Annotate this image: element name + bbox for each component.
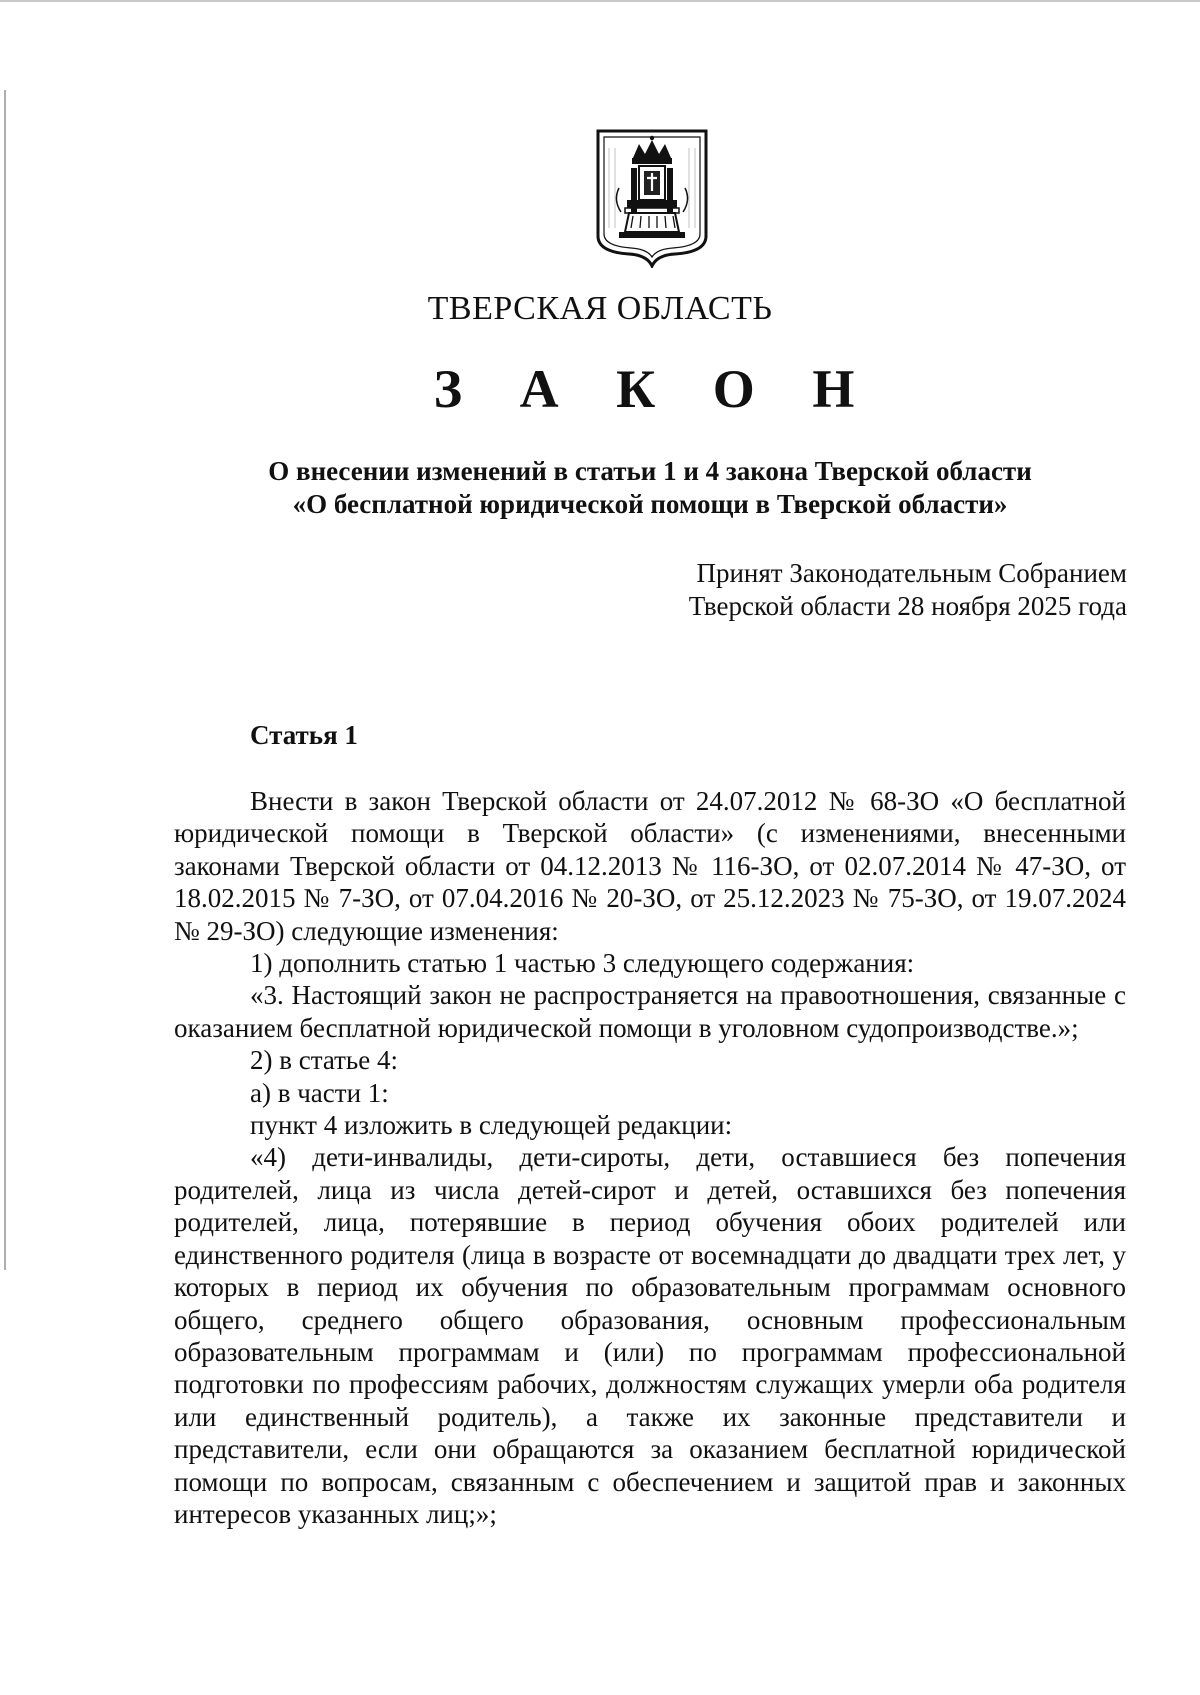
adoption-note	[560, 557, 1127, 623]
law-subject	[200, 455, 1100, 521]
article-body	[174, 785, 1126, 1530]
article-paragraph: 1) дополнить статью 1 частью 3 следующего содержания:	[250, 948, 915, 979]
article-paragraph: а) в части 1:	[250, 1077, 389, 1108]
article-paragraph: Внести в закон Тверской области от 24.07.2012 № 68-ЗО «О бесплатной юридической помощи в Тверской области» (с изменениями, внесенными законами Тверской области от 04.12.2013 № 116-ЗО, от 02.07.2014 № 47-ЗО, от 18.02.2015 № 7-ЗО, от 07.04.2016 № 20-ЗО, от 25.12.2023 № 75-ЗО, от 19.07.2024 № 29-ЗО) следующие изменения:	[174, 786, 1126, 946]
scan-edge-left	[4, 90, 6, 1270]
article-paragraph: «4) дети-инвалиды, дети-сироты, дети, оставшиеся без попечения родителей, лица из числа детей-сирот и детей, оставшихся без попечения родителей, лица, потерявшие в период обучения обоих родителей или единственного родителя (лица в возрасте от восемнадцати до двадцати трех лет, у которых в период их обучения по образовательным программам основного общего, среднего общего образования, основным профессиональным образовательным программам и (или) по программам профессиональной подготовки по профессиям рабочих, должностям служащих умерли оба родителя или единственный родитель), а также их законные представители и представители, если они обращаются за оказанием бесплатной юридической помощи по вопросам, связанным с обеспечением и защитой прав и законных интересов указанных лиц;»;	[174, 1142, 1126, 1529]
document-type-title: З А К О Н	[433, 359, 877, 419]
article-paragraph: «3. Настоящий закон не распространяется на правоотношения, связанные с оказанием бесплатной юридической помощи в уголовном судопроизводстве.»;	[174, 980, 1126, 1043]
tver-coat-of-arms-icon	[595, 128, 709, 268]
adoption-note-line-2: Тверской области 28 ноября 2025 года	[688, 591, 1127, 621]
region-name: ТВЕРСКАЯ ОБЛАСТЬ	[427, 290, 773, 327]
article-paragraph: пункт 4 изложить в следующей редакции:	[250, 1110, 733, 1141]
article-heading: Статья 1	[250, 720, 358, 750]
article-paragraph: 2) в статье 4:	[250, 1045, 398, 1076]
adoption-note-line-1: Принят Законодательным Собранием	[696, 558, 1127, 588]
scan-edge-top	[0, 0, 1200, 2]
law-subject-line-1: О внесении изменений в статьи 1 и 4 закона Тверской области	[268, 456, 1032, 486]
law-subject-line-2: «О бесплатной юридической помощи в Тверской области»	[292, 489, 1008, 519]
